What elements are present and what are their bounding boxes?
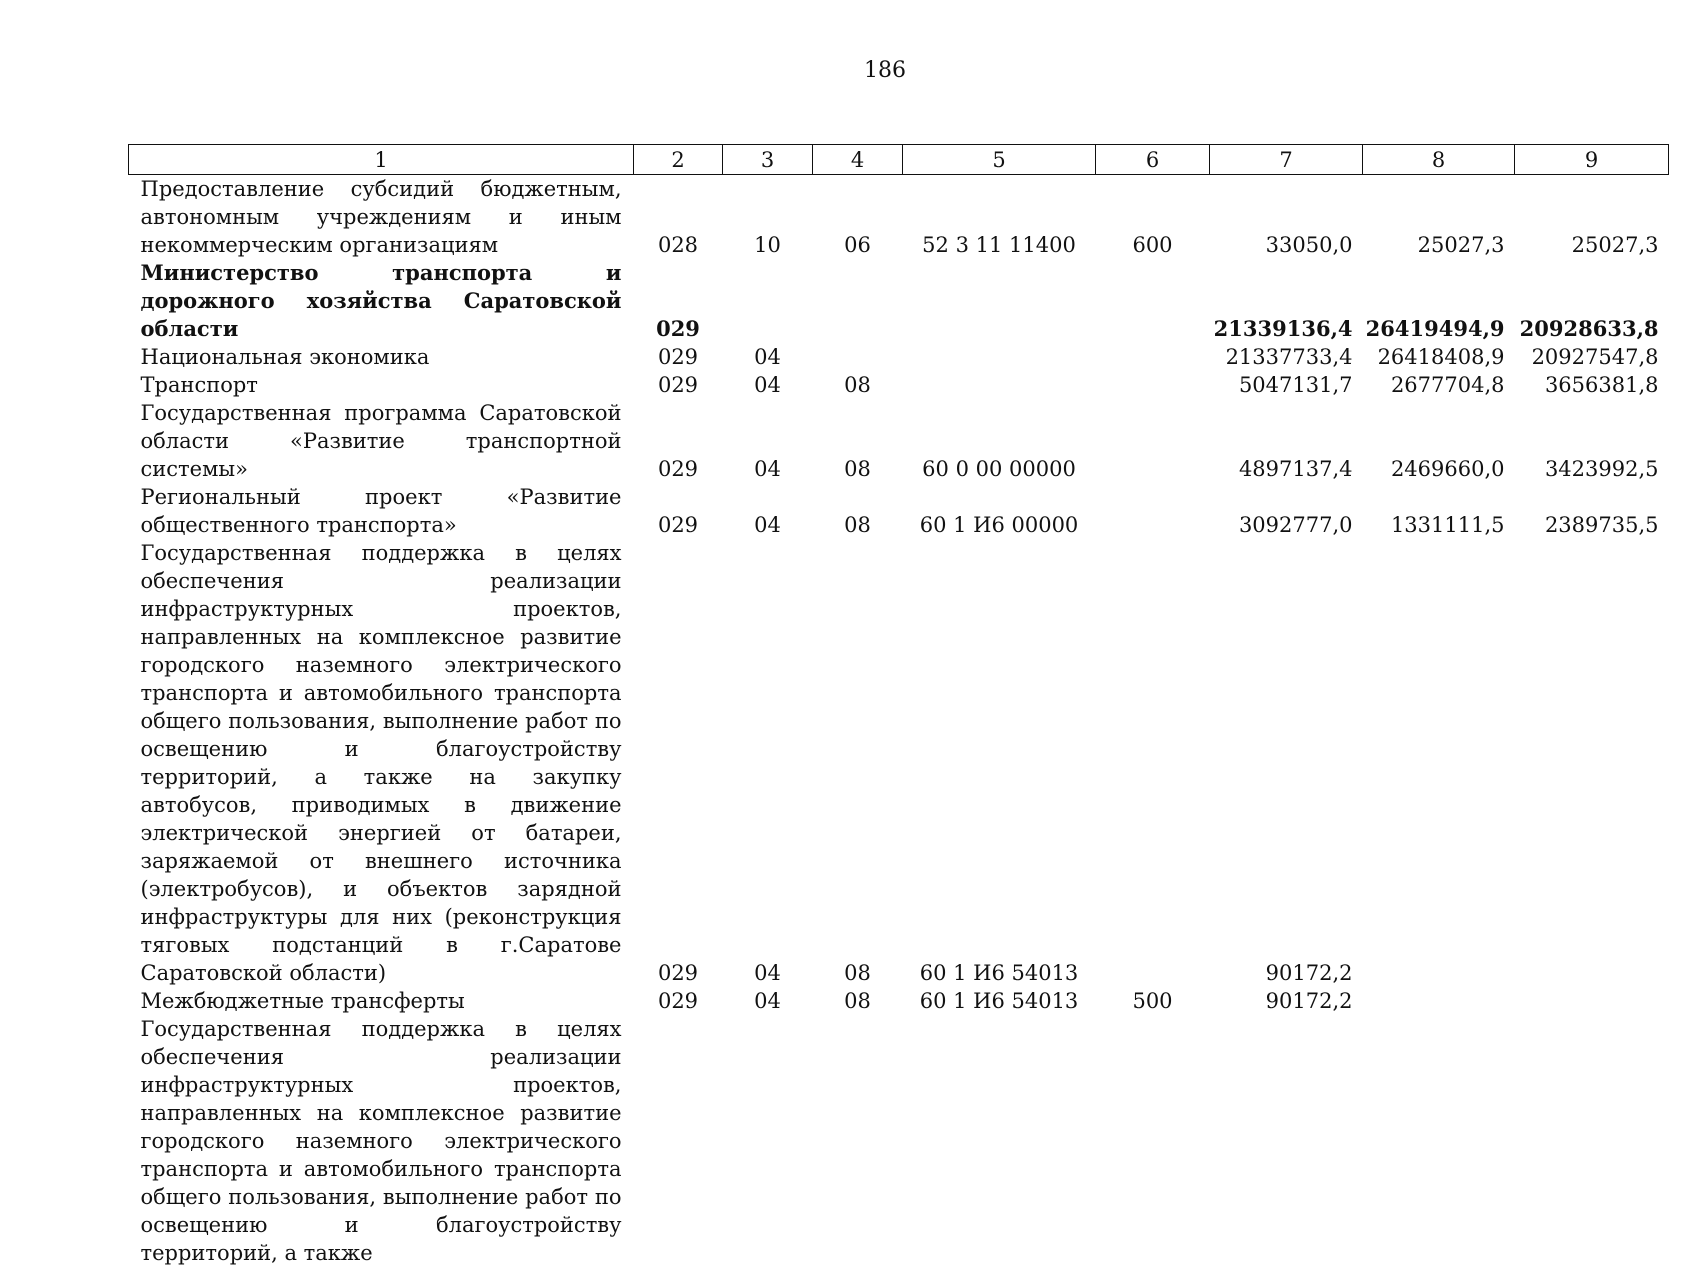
expense-type-cell — [1096, 343, 1210, 371]
ministry-code-cell: 029 — [634, 987, 723, 1015]
amount-col9-cell — [1515, 1015, 1669, 1267]
amount-col7-cell: 90172,2 — [1210, 987, 1363, 1015]
ministry-code-cell — [634, 1015, 723, 1267]
expense-type-cell: 500 — [1096, 987, 1210, 1015]
amount-col8-cell: 26418408,9 — [1363, 343, 1515, 371]
column-header: 9 — [1515, 145, 1669, 175]
target-article-cell: 60 1 И6 54013 — [903, 987, 1096, 1015]
amount-col8-cell: 25027,3 — [1363, 175, 1515, 260]
ministry-code-cell: 028 — [634, 175, 723, 260]
amount-col7-cell: 21339136,4 — [1210, 259, 1363, 343]
section-code-cell: 04 — [723, 371, 813, 399]
subsection-code-cell: 08 — [813, 399, 903, 483]
subsection-code-cell: 08 — [813, 483, 903, 539]
subsection-code-cell: 06 — [813, 175, 903, 260]
amount-col8-cell — [1363, 987, 1515, 1015]
amount-col7-cell — [1210, 1015, 1363, 1267]
target-article-cell: 60 0 00 00000 — [903, 399, 1096, 483]
row-name-cell: Региональный проект «Развитие общественного транспорта» — [129, 483, 634, 539]
amount-col9-cell: 20928633,8 — [1515, 259, 1669, 343]
ministry-code-cell: 029 — [634, 399, 723, 483]
column-header: 7 — [1210, 145, 1363, 175]
amount-col7-cell: 90172,2 — [1210, 539, 1363, 987]
section-code-cell: 04 — [723, 483, 813, 539]
column-header: 8 — [1363, 145, 1515, 175]
row-name-cell: Межбюджетные трансферты — [129, 987, 634, 1015]
amount-col7-cell: 3092777,0 — [1210, 483, 1363, 539]
ministry-code-cell: 029 — [634, 539, 723, 987]
subsection-code-cell: 08 — [813, 987, 903, 1015]
section-code-cell: 10 — [723, 175, 813, 260]
expense-type-cell — [1096, 371, 1210, 399]
amount-col7-cell: 21337733,4 — [1210, 343, 1363, 371]
subsection-code-cell — [813, 259, 903, 343]
section-code-cell: 04 — [723, 399, 813, 483]
subsection-code-cell — [813, 343, 903, 371]
amount-col7-cell: 5047131,7 — [1210, 371, 1363, 399]
amount-col8-cell: 1331111,5 — [1363, 483, 1515, 539]
amount-col9-cell — [1515, 987, 1669, 1015]
budget-table — [128, 144, 1669, 1267]
header-row — [129, 145, 1669, 175]
amount-col9-cell: 25027,3 — [1515, 175, 1669, 260]
subsection-code-cell — [813, 1015, 903, 1267]
table-row — [129, 987, 1669, 1015]
section-code-cell — [723, 1015, 813, 1267]
amount-col9-cell: 3656381,8 — [1515, 371, 1669, 399]
section-code-cell: 04 — [723, 987, 813, 1015]
target-article-cell: 60 1 И6 54013 — [903, 539, 1096, 987]
target-article-cell — [903, 371, 1096, 399]
subsection-code-cell: 08 — [813, 371, 903, 399]
table-row — [129, 483, 1669, 539]
column-header: 4 — [813, 145, 903, 175]
amount-col7-cell: 33050,0 — [1210, 175, 1363, 260]
section-code-cell: 04 — [723, 539, 813, 987]
amount-col8-cell — [1363, 539, 1515, 987]
section-code-cell: 04 — [723, 343, 813, 371]
section-code-cell — [723, 259, 813, 343]
ministry-code-cell: 029 — [634, 259, 723, 343]
amount-col7-cell: 4897137,4 — [1210, 399, 1363, 483]
table-header — [129, 145, 1669, 175]
row-name-cell: Государственная поддержка в целях обеспечения реализации инфраструктурных проектов, направленных на комплексное развитие городского наземного электрического транспорта и автомобильного транспорта общего пользования, выполнение работ по освещению и благоустройству территорий, а также на закупку автобусов, приводимых в движение электрической энергией от батареи, заряжаемой от внешнего источника (электробусов), и объектов зарядной инфраструктуры для них (реконструкция тяговых подстанций в г.Саратове Саратовской области) — [129, 539, 634, 987]
expense-type-cell — [1096, 259, 1210, 343]
amount-col9-cell: 3423992,5 — [1515, 399, 1669, 483]
target-article-cell — [903, 1015, 1096, 1267]
table-row — [129, 259, 1669, 343]
table-row — [129, 539, 1669, 987]
expense-type-cell — [1096, 399, 1210, 483]
amount-col9-cell: 20927547,8 — [1515, 343, 1669, 371]
table-row — [129, 399, 1669, 483]
expense-type-cell — [1096, 539, 1210, 987]
subsection-code-cell: 08 — [813, 539, 903, 987]
expense-type-cell — [1096, 1015, 1210, 1267]
table-row — [129, 371, 1669, 399]
target-article-cell: 60 1 И6 00000 — [903, 483, 1096, 539]
amount-col8-cell: 2677704,8 — [1363, 371, 1515, 399]
table-row — [129, 343, 1669, 371]
amount-col8-cell: 2469660,0 — [1363, 399, 1515, 483]
column-header: 2 — [634, 145, 723, 175]
target-article-cell — [903, 259, 1096, 343]
table-body — [129, 175, 1669, 1267]
column-header: 1 — [129, 145, 634, 175]
amount-col9-cell — [1515, 539, 1669, 987]
column-header: 3 — [723, 145, 813, 175]
expense-type-cell — [1096, 483, 1210, 539]
table-row — [129, 1015, 1669, 1267]
page-number: 186 — [0, 58, 1697, 83]
row-name-cell: Государственная поддержка в целях обеспечения реализации инфраструктурных проектов, направленных на комплексное развитие городского наземного электрического транспорта и автомобильного транспорта общего пользования, выполнение работ по освещению и благоустройству территорий, а также — [129, 1015, 634, 1267]
target-article-cell: 52 3 11 11400 — [903, 175, 1096, 260]
ministry-code-cell: 029 — [634, 343, 723, 371]
row-name-cell: Национальная экономика — [129, 343, 634, 371]
amount-col9-cell: 2389735,5 — [1515, 483, 1669, 539]
ministry-code-cell: 029 — [634, 483, 723, 539]
ministry-code-cell: 029 — [634, 371, 723, 399]
row-name-cell: Государственная программа Саратовской области «Развитие транспортной системы» — [129, 399, 634, 483]
target-article-cell — [903, 343, 1096, 371]
expense-type-cell: 600 — [1096, 175, 1210, 260]
amount-col8-cell: 26419494,9 — [1363, 259, 1515, 343]
row-name-cell: Предоставление субсидий бюджетным, автономным учреждениям и иным некоммерческим организациям — [129, 175, 634, 260]
row-name-cell: Министерство транспорта и дорожного хозяйства Саратовской области — [129, 259, 634, 343]
column-header: 6 — [1096, 145, 1210, 175]
column-header: 5 — [903, 145, 1096, 175]
row-name-cell: Транспорт — [129, 371, 634, 399]
amount-col8-cell — [1363, 1015, 1515, 1267]
table-row — [129, 175, 1669, 260]
